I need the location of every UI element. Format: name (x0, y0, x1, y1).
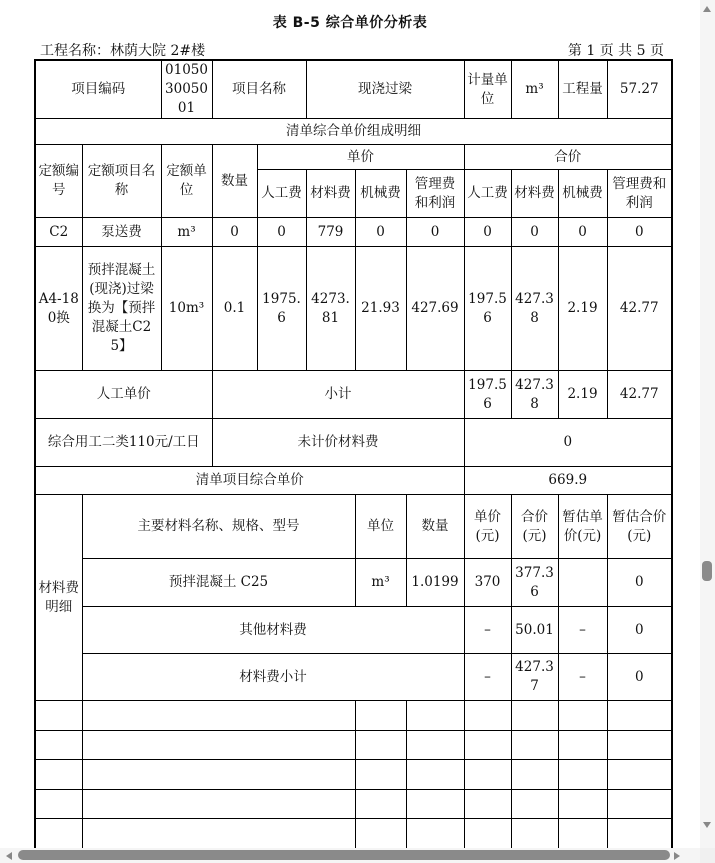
row-u-machine: 0 (355, 218, 406, 247)
scroll-down-arrow-icon[interactable] (703, 822, 711, 828)
sum-est-price: – (558, 654, 607, 701)
labor-rate: 综合用工二类110元/工日 (35, 419, 212, 467)
row-qty: 0 (212, 218, 257, 247)
mat-name: 预拌混凝土 C25 (82, 559, 355, 607)
materials-header-row (35, 495, 672, 559)
unpriced-value: 0 (464, 419, 672, 467)
col-total-price: 合价 (464, 145, 672, 170)
qty-label: 工程量 (558, 60, 607, 119)
code-label: 项目编码 (35, 60, 161, 119)
materials-side-label: 材料费明细 (35, 495, 82, 701)
mat-est-price (558, 559, 607, 607)
other-est-total: 0 (607, 607, 672, 654)
mat-qty: 1.0199 (406, 559, 464, 607)
mat-total: 377.36 (511, 559, 558, 607)
col-unit-price: 单价 (257, 145, 464, 170)
row-t-labor: 197.56 (464, 247, 511, 371)
horizontal-scroll-thumb[interactable] (18, 850, 670, 860)
subtotal-label: 小计 (212, 371, 464, 419)
other-total: 50.01 (511, 607, 558, 654)
mat-head-name: 主要材料名称、规格、型号 (82, 495, 355, 559)
table-row (35, 218, 672, 247)
col-u-mgmt: 管理费和利润 (406, 170, 464, 218)
row-t-mgmt: 42.77 (607, 247, 672, 371)
col-quota-no: 定额编号 (35, 145, 82, 218)
row-quota-no: A4-180换 (35, 247, 82, 371)
row-quota-unit: 10m³ (161, 247, 212, 371)
material-sum-row (35, 654, 672, 701)
row-qty: 0.1 (212, 247, 257, 371)
composite-row (35, 467, 672, 495)
other-price: – (464, 607, 511, 654)
qty-value: 57.27 (607, 60, 672, 119)
subtotal-machine: 2.19 (558, 371, 607, 419)
horizontal-scrollbar[interactable] (0, 848, 700, 863)
other-material-row (35, 607, 672, 654)
subtotal-mgmt: 42.77 (607, 371, 672, 419)
empty-row (35, 731, 672, 760)
row-u-machine: 21.93 (355, 247, 406, 371)
material-row (35, 559, 672, 607)
row-quota-no: C2 (35, 218, 82, 247)
row-quota-name: 预拌混凝土(现浇)过梁 换为【预拌混凝土C25】 (82, 247, 161, 371)
name-label: 项目名称 (212, 60, 306, 119)
row-t-mgmt: 0 (607, 218, 672, 247)
project-name: 工程名称：林荫大院 2#楼 (40, 43, 206, 59)
mat-head-price: 单价(元) (464, 495, 511, 559)
vertical-scroll-thumb[interactable] (702, 561, 712, 581)
col-u-machine: 机械费 (355, 170, 406, 218)
row-u-mgmt: 0 (406, 218, 464, 247)
labor-unit-label: 人工单价 (35, 371, 212, 419)
col-quota-unit: 定额单位 (161, 145, 212, 218)
composite-label: 清单项目综合单价 (35, 467, 464, 495)
vertical-scrollbar[interactable] (700, 0, 715, 848)
mat-price: 370 (464, 559, 511, 607)
mat-head-est-price: 暂估单价(元) (558, 495, 607, 559)
unpriced-label: 未计价材料费 (212, 419, 464, 467)
unit-value: m³ (511, 60, 558, 119)
row-u-material: 779 (306, 218, 355, 247)
row-quota-name: 泵送费 (82, 218, 161, 247)
row-t-material: 0 (511, 218, 558, 247)
empty-row (35, 701, 672, 731)
name-value: 现浇过梁 (306, 60, 464, 119)
scrollbar-corner (700, 848, 715, 863)
page-info: 第 1 页 共 5 页 (567, 43, 664, 59)
unit-label: 计量单位 (464, 60, 511, 119)
col-t-labor: 人工费 (464, 170, 511, 218)
col-quota-name: 定额项目名称 (82, 145, 161, 218)
table-row (35, 247, 672, 371)
scroll-right-arrow-icon[interactable] (674, 852, 680, 860)
other-label: 其他材料费 (82, 607, 464, 654)
scroll-up-arrow-icon[interactable] (703, 6, 711, 12)
sum-total: 427.37 (511, 654, 558, 701)
code-value: 010503005001 (161, 60, 212, 119)
other-est-price: – (558, 607, 607, 654)
mat-head-est-total: 暂估合价(元) (607, 495, 672, 559)
empty-row (35, 760, 672, 790)
subtotal-labor: 197.56 (464, 371, 511, 419)
col-t-machine: 机械费 (558, 170, 607, 218)
detail-title: 清单综合单价组成明细 (35, 119, 672, 145)
row-u-labor: 1975.6 (257, 247, 306, 371)
row-quota-unit: m³ (161, 218, 212, 247)
row-u-mgmt: 427.69 (406, 247, 464, 371)
row-t-labor: 0 (464, 218, 511, 247)
unit-price-analysis-table (34, 59, 673, 849)
col-t-mgmt: 管理费和利润 (607, 170, 672, 218)
mat-head-qty: 数量 (406, 495, 464, 559)
row-u-material: 4273.81 (306, 247, 355, 371)
scroll-left-arrow-icon[interactable] (6, 852, 12, 860)
table-title: 表 B-5 综合单价分析表 (272, 15, 428, 31)
subtotal-row (35, 371, 672, 419)
col-u-material: 材料费 (306, 170, 355, 218)
unpriced-row (35, 419, 672, 467)
subtotal-material: 427.38 (511, 371, 558, 419)
col-t-material: 材料费 (511, 170, 558, 218)
row-t-machine: 2.19 (558, 247, 607, 371)
row-u-labor: 0 (257, 218, 306, 247)
header-row (35, 60, 672, 119)
col-quantity: 数量 (212, 145, 257, 218)
sum-est-total: 0 (607, 654, 672, 701)
composite-value: 669.9 (464, 467, 672, 495)
sum-label: 材料费小计 (82, 654, 464, 701)
sum-price: – (464, 654, 511, 701)
empty-row (35, 819, 672, 849)
mat-est-total: 0 (607, 559, 672, 607)
row-t-material: 427.38 (511, 247, 558, 371)
mat-unit: m³ (355, 559, 406, 607)
mat-head-unit: 单位 (355, 495, 406, 559)
col-u-labor: 人工费 (257, 170, 306, 218)
empty-row (35, 790, 672, 819)
mat-head-total: 合价(元) (511, 495, 558, 559)
row-t-machine: 0 (558, 218, 607, 247)
